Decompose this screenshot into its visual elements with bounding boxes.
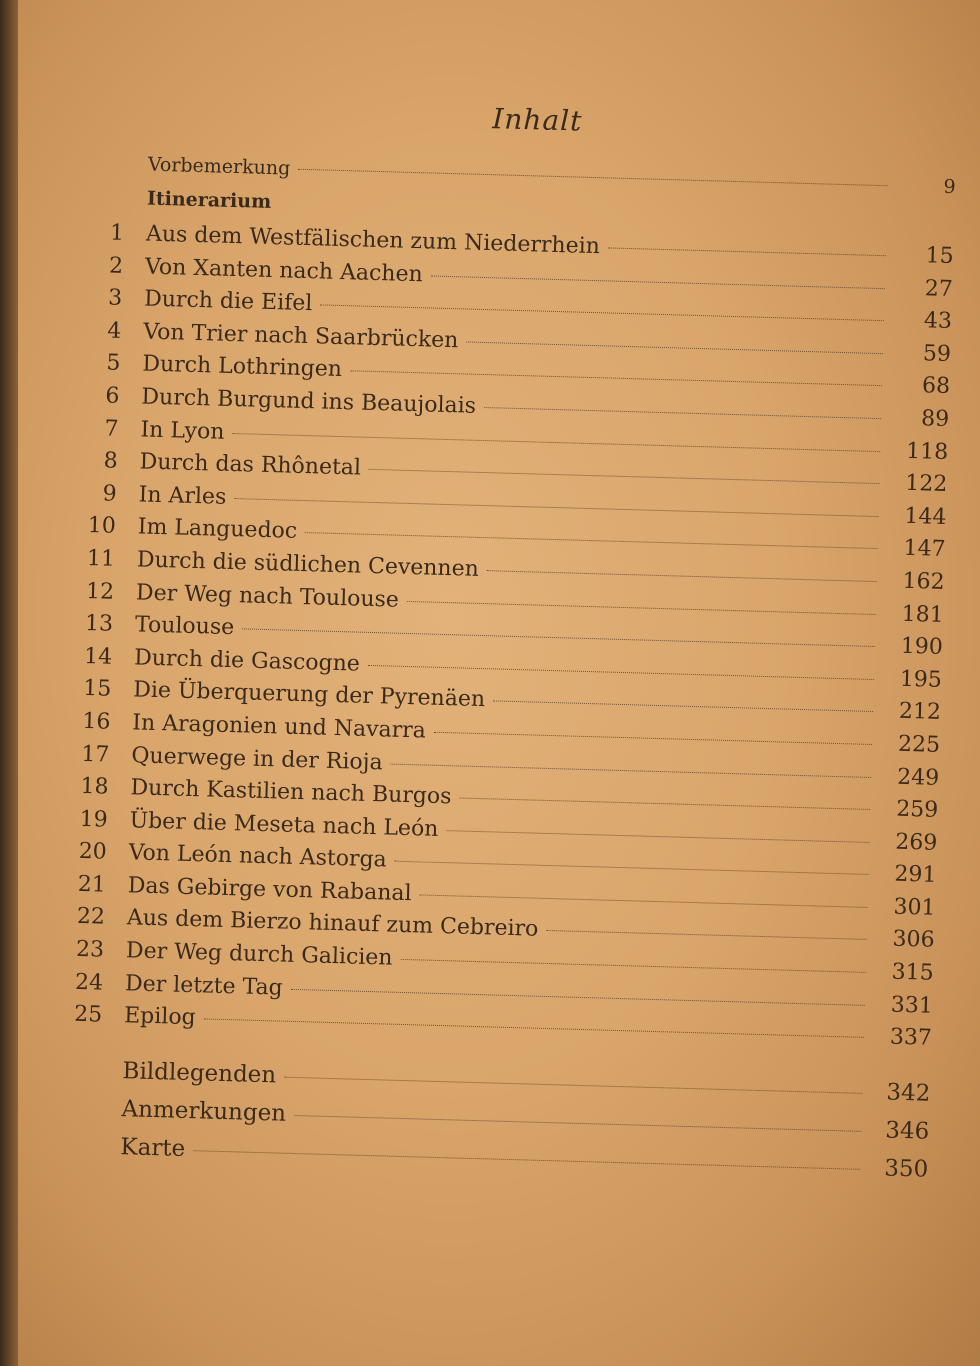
entry-title: Von Trier nach Saarbrücken bbox=[142, 319, 459, 354]
page-number: 350 bbox=[883, 1155, 929, 1183]
chapter-number: 22 bbox=[76, 904, 106, 931]
chapter-number: 7 bbox=[104, 415, 119, 442]
dot-leader bbox=[459, 798, 870, 810]
chapter-number: 21 bbox=[77, 871, 107, 898]
chapter-number: 24 bbox=[74, 969, 104, 996]
entry-title: Durch Burgund ins Beaujolais bbox=[141, 384, 477, 419]
dot-leader bbox=[294, 1115, 861, 1132]
entry-title: Bildlegenden bbox=[122, 1058, 277, 1089]
chapter-number: 8 bbox=[103, 448, 119, 474]
dot-leader bbox=[466, 341, 883, 354]
page-number: 225 bbox=[897, 731, 941, 758]
page-number: 306 bbox=[892, 927, 935, 954]
dot-leader bbox=[234, 498, 878, 517]
dot-leader bbox=[204, 1019, 864, 1038]
entry-title: Über die Meseta nach León bbox=[129, 807, 439, 842]
page-number: 147 bbox=[903, 536, 946, 563]
page-number: 315 bbox=[891, 959, 935, 986]
chapter-number: 20 bbox=[78, 839, 108, 865]
chapter-number: 12 bbox=[85, 578, 115, 605]
entry-title: Von Xanten nach Aachen bbox=[144, 254, 424, 287]
page-number: 144 bbox=[904, 503, 947, 530]
entry-title: In Lyon bbox=[140, 417, 225, 445]
dot-leader bbox=[305, 532, 877, 549]
page-number: 259 bbox=[895, 796, 939, 823]
entry-title: Die Überquerung der Pyrenäen bbox=[132, 677, 486, 713]
dot-leader bbox=[298, 169, 887, 186]
chapter-number: 15 bbox=[82, 676, 112, 703]
dot-leader bbox=[546, 930, 866, 940]
book-gutter bbox=[0, 0, 18, 1366]
dot-leader bbox=[232, 433, 880, 452]
entry-title: Querwege in der Rioja bbox=[131, 742, 383, 775]
entry-title: In Arles bbox=[138, 482, 227, 510]
back-matter bbox=[28, 1055, 931, 1194]
page-number: 122 bbox=[904, 470, 948, 498]
page-number: 249 bbox=[896, 764, 940, 791]
dot-leader bbox=[608, 247, 886, 256]
page-number: 9 bbox=[943, 175, 956, 199]
chapter-number: 4 bbox=[106, 318, 122, 344]
entry-title: Von León nach Astorga bbox=[128, 840, 388, 873]
dot-leader bbox=[320, 305, 884, 322]
entry-title: Durch Lothringen bbox=[142, 351, 343, 383]
page-number: 331 bbox=[890, 992, 934, 1019]
dot-leader bbox=[391, 763, 872, 777]
page-number: 195 bbox=[899, 666, 943, 693]
table-of-contents bbox=[28, 90, 958, 1195]
entry-title: Epilog bbox=[123, 1003, 197, 1031]
chapter-number: 19 bbox=[79, 806, 108, 833]
chapter-number bbox=[29, 1113, 121, 1116]
chapter-number bbox=[56, 168, 148, 171]
chapter-number bbox=[28, 1151, 120, 1154]
dot-leader bbox=[350, 371, 882, 387]
dot-leader bbox=[493, 701, 873, 713]
page-number: 43 bbox=[923, 308, 953, 335]
page-number: 59 bbox=[922, 341, 952, 367]
page-number: 118 bbox=[905, 438, 949, 465]
chapter-number: 9 bbox=[102, 481, 118, 507]
chapter-number: 10 bbox=[87, 513, 117, 540]
dot-leader bbox=[242, 628, 875, 647]
page-number: 15 bbox=[925, 243, 955, 270]
page-number: 269 bbox=[894, 829, 938, 856]
entry-title: Der letzte Tag bbox=[124, 970, 284, 1001]
dot-leader bbox=[446, 830, 869, 843]
toc-heading: Inhalt bbox=[491, 102, 583, 138]
entry-title: Aus dem Bierzo hinauf zum Cebreiro bbox=[126, 905, 539, 943]
entry-title: Durch das Rhônetal bbox=[139, 449, 362, 481]
entry-title: Durch die Gascogne bbox=[133, 645, 361, 677]
entry-title: Das Gebirge von Rabanal bbox=[127, 873, 412, 907]
entry-title: In Aragonien und Navarra bbox=[132, 710, 427, 744]
entry-title: Itinerarium bbox=[146, 187, 272, 213]
chapter-number: 3 bbox=[107, 285, 123, 312]
page-number: 346 bbox=[885, 1117, 930, 1145]
page-number: 27 bbox=[924, 275, 954, 302]
dot-leader bbox=[369, 469, 879, 484]
page-number: 301 bbox=[893, 894, 936, 921]
book-page bbox=[18, 0, 980, 1366]
chapter-number: 14 bbox=[83, 643, 113, 670]
page-number: 162 bbox=[902, 568, 945, 595]
dot-leader bbox=[368, 665, 874, 680]
page-number: 190 bbox=[900, 633, 944, 661]
dot-leader bbox=[291, 989, 865, 1006]
page-number: 337 bbox=[889, 1024, 933, 1052]
dot-leader bbox=[395, 861, 869, 875]
chapter-number: 18 bbox=[80, 774, 109, 800]
page-number bbox=[895, 225, 955, 227]
page-number: 68 bbox=[921, 373, 951, 400]
entry-title: Im Languedoc bbox=[137, 514, 298, 545]
dot-leader bbox=[420, 894, 868, 908]
dot-leader bbox=[284, 1077, 862, 1094]
dot-leader bbox=[193, 1150, 860, 1170]
dot-leader bbox=[407, 600, 876, 614]
dot-leader bbox=[431, 275, 885, 289]
entry-title: Durch Kastilien nach Burgos bbox=[130, 775, 452, 810]
dot-leader bbox=[434, 732, 872, 745]
page-number: 89 bbox=[920, 406, 950, 432]
chapter-number: 16 bbox=[82, 708, 111, 735]
chapter-number: 6 bbox=[105, 383, 120, 409]
dot-leader bbox=[484, 407, 881, 419]
dot-leader bbox=[279, 203, 886, 220]
chapter-number: 5 bbox=[106, 350, 121, 377]
chapter-number: 13 bbox=[84, 611, 114, 637]
entry-title: Karte bbox=[120, 1134, 186, 1162]
entry-title: Der Weg nach Toulouse bbox=[135, 579, 400, 613]
entry-title: Durch die Eifel bbox=[143, 286, 313, 317]
entry-title: Der Weg durch Galicien bbox=[125, 938, 393, 971]
entry-title: Durch die südlichen Cevennen bbox=[136, 547, 480, 582]
chapter-number bbox=[55, 202, 147, 205]
dot-leader bbox=[400, 959, 865, 973]
entry-title: Aus dem Westfälischen zum Niederrhein bbox=[145, 221, 601, 260]
page-number: 342 bbox=[886, 1079, 931, 1107]
chapter-number: 1 bbox=[109, 220, 125, 246]
entry-title: Anmerkungen bbox=[121, 1096, 287, 1127]
page-number: 181 bbox=[901, 601, 945, 628]
chapter-list bbox=[32, 219, 954, 1059]
chapter-number: 2 bbox=[108, 253, 124, 279]
entry-title: Toulouse bbox=[134, 612, 235, 641]
dot-leader bbox=[487, 570, 877, 582]
page-number: 212 bbox=[898, 699, 942, 726]
chapter-number: 25 bbox=[73, 1002, 103, 1028]
page-number: 291 bbox=[894, 861, 937, 889]
chapter-number: 17 bbox=[81, 741, 110, 768]
chapter-number: 11 bbox=[86, 545, 116, 572]
chapter-number bbox=[30, 1075, 122, 1078]
entry-title: Vorbemerkung bbox=[147, 153, 291, 180]
chapter-number: 23 bbox=[75, 936, 105, 963]
